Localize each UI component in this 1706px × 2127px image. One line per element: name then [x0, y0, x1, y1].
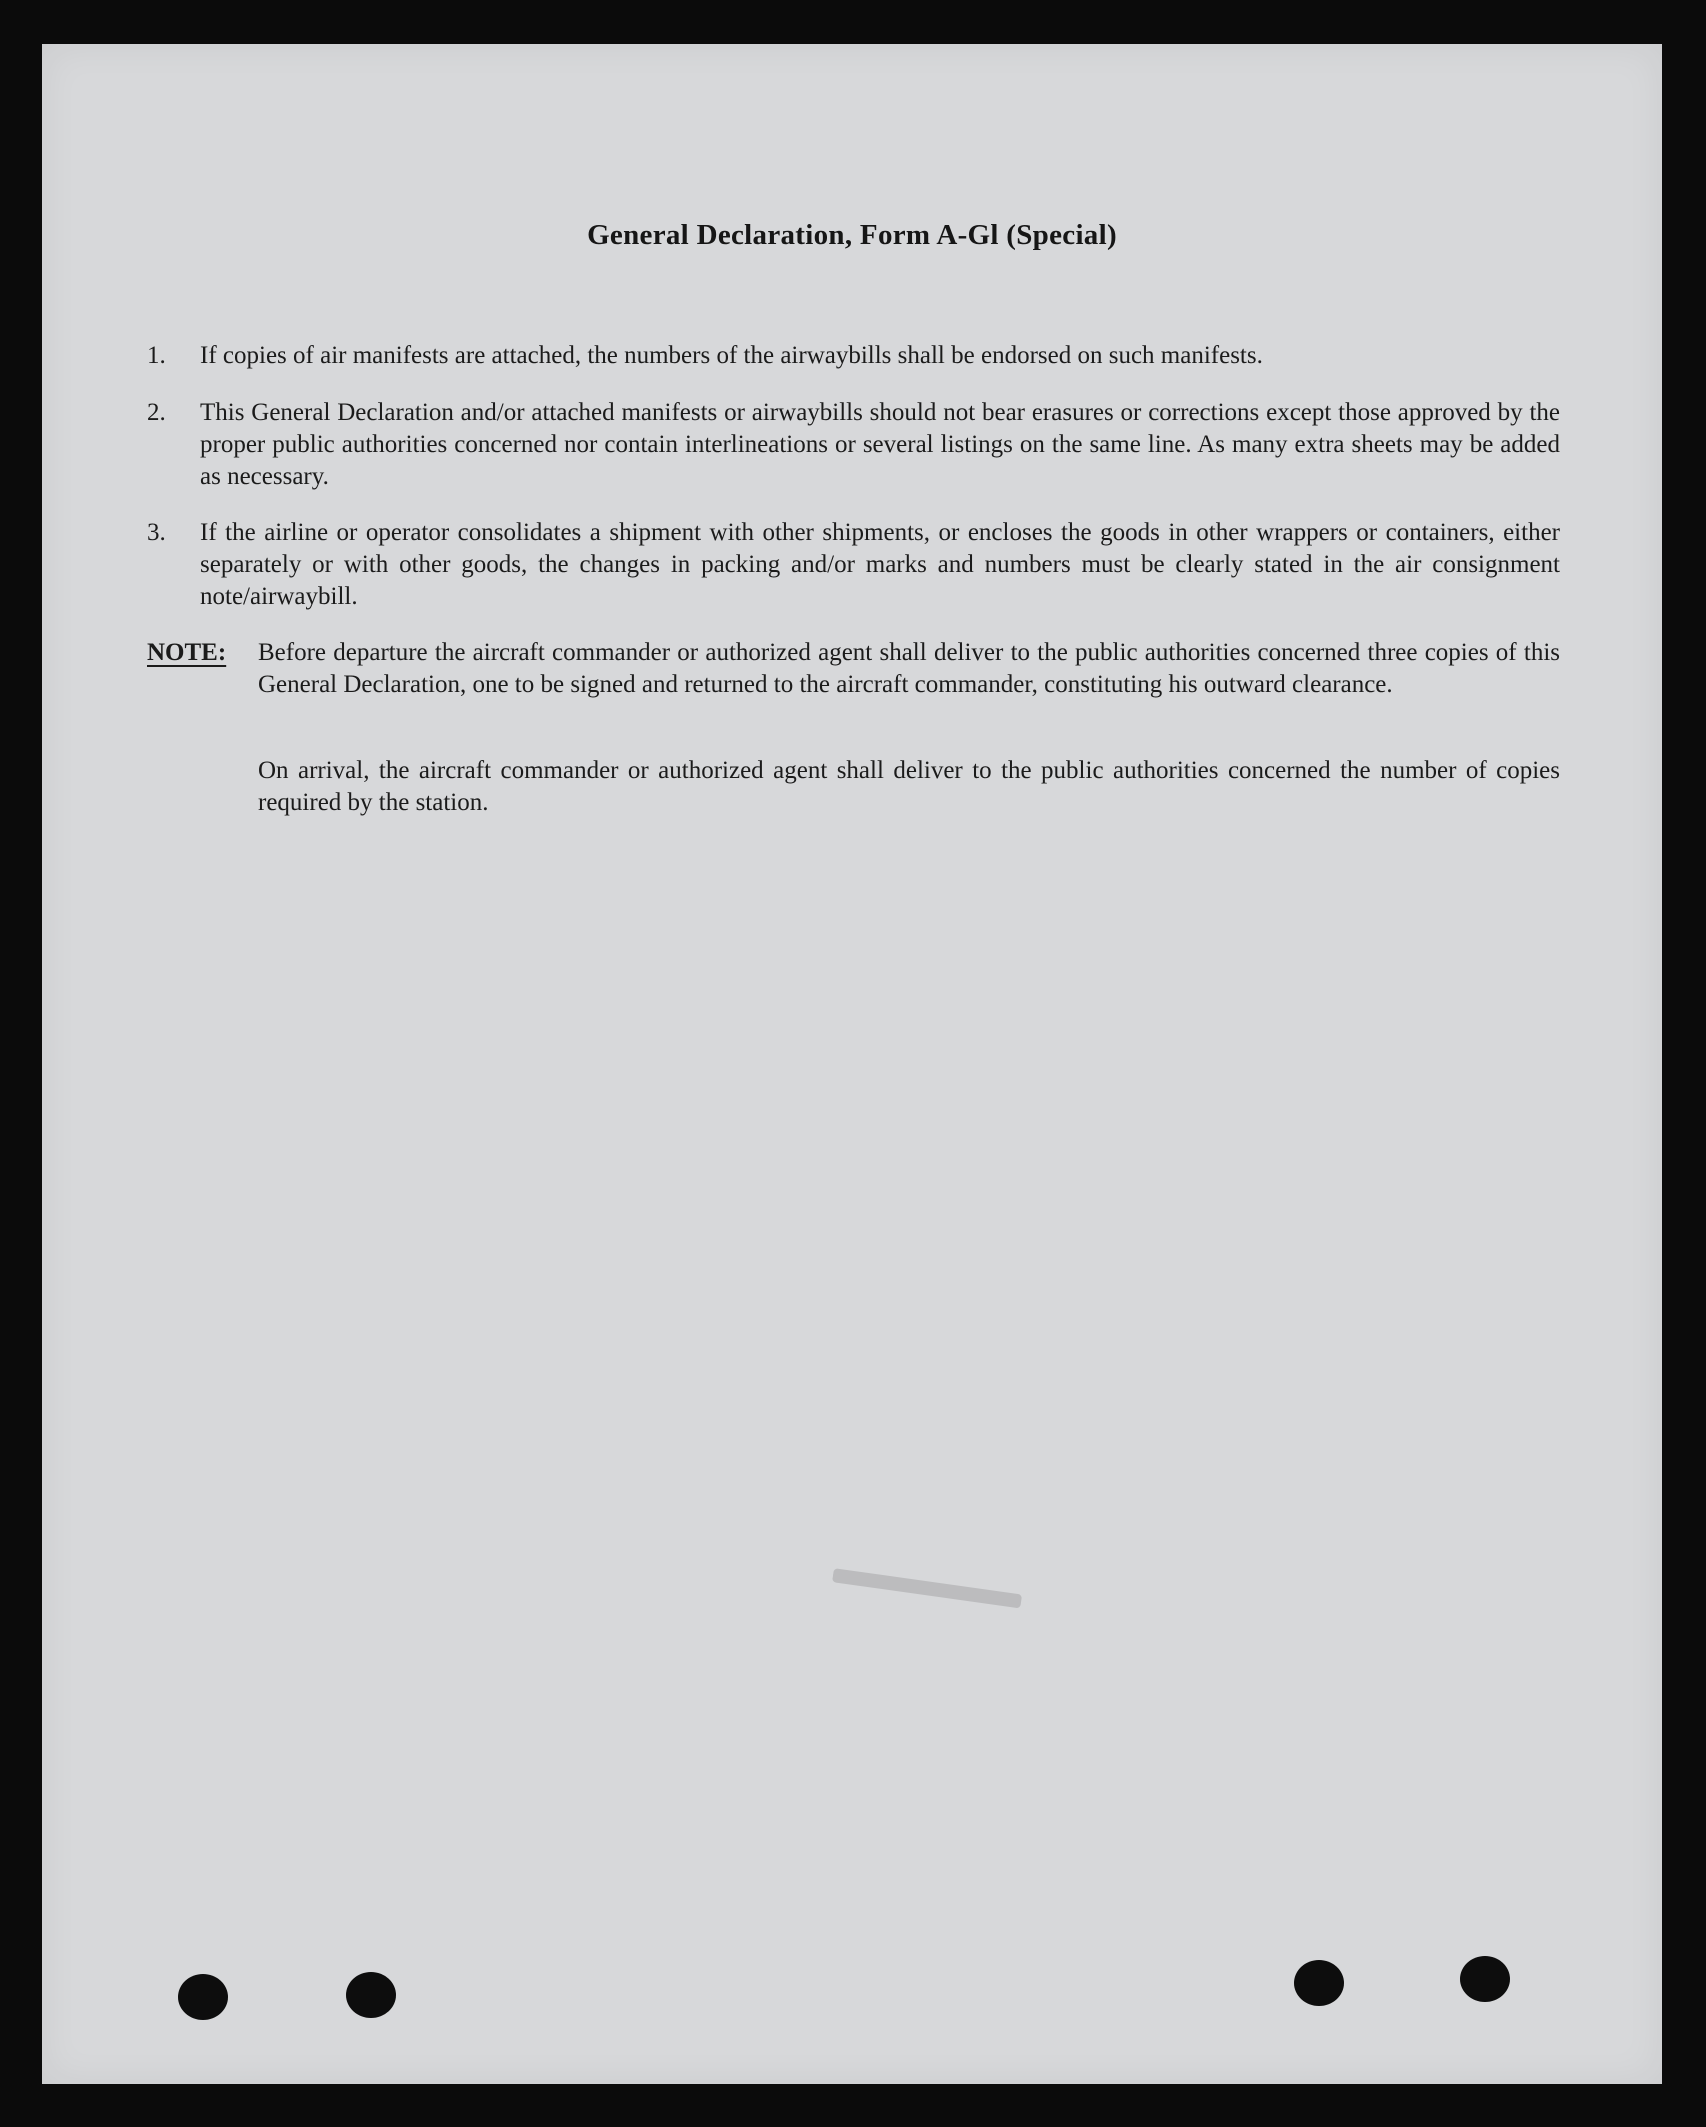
item-number: 2. — [147, 399, 166, 426]
instruction-item-2 — [147, 397, 1560, 493]
instruction-item-3 — [147, 517, 1560, 613]
punch-hole-left-1 — [178, 1974, 228, 2020]
item-text: This General Declaration and/or attached manifests or airwaybills should not bear erasures or corrections except those approved by the proper public authorities concerned nor contain interlineations or several listings on the same line. As many extra sheets may be added as necessary. — [200, 399, 1560, 490]
item-text: If copies of air manifests are attached, the numbers of the airwaybills shall be endorsed on such manifests. — [200, 342, 1263, 369]
instruction-item-1 — [147, 340, 1560, 372]
note-block — [147, 637, 1560, 701]
document-page — [42, 44, 1662, 2084]
bleed-through-mark — [831, 1560, 1033, 1618]
item-number: 3. — [147, 519, 166, 546]
item-number: 1. — [147, 342, 166, 369]
arrival-note-text: On arrival, the aircraft commander or authorized agent shall deliver to the public authorities concerned the number of copies required by the station. — [258, 757, 1560, 816]
punch-hole-right-1 — [1294, 1960, 1344, 2006]
document-title: General Declaration, Form A-Gl (Special) — [587, 219, 1117, 251]
note-label: NOTE: — [147, 639, 227, 666]
punch-hole-left-2 — [346, 1972, 396, 2018]
item-text: If the airline or operator consolidates a shipment with other shipments, or encloses the goods in other wrappers or containers, either separately or with other goods, the changes in packing and/or marks and numbers must be clearly stated in the air consignment note/airwaybill. — [200, 519, 1560, 610]
note-text: Before departure the aircraft commander or authorized agent shall deliver to the public authorities concerned three copies of this General Declaration, one to be signed and returned to the aircraft commander, constituting his outward clearance. — [258, 639, 1560, 698]
punch-hole-right-2 — [1460, 1956, 1510, 2002]
